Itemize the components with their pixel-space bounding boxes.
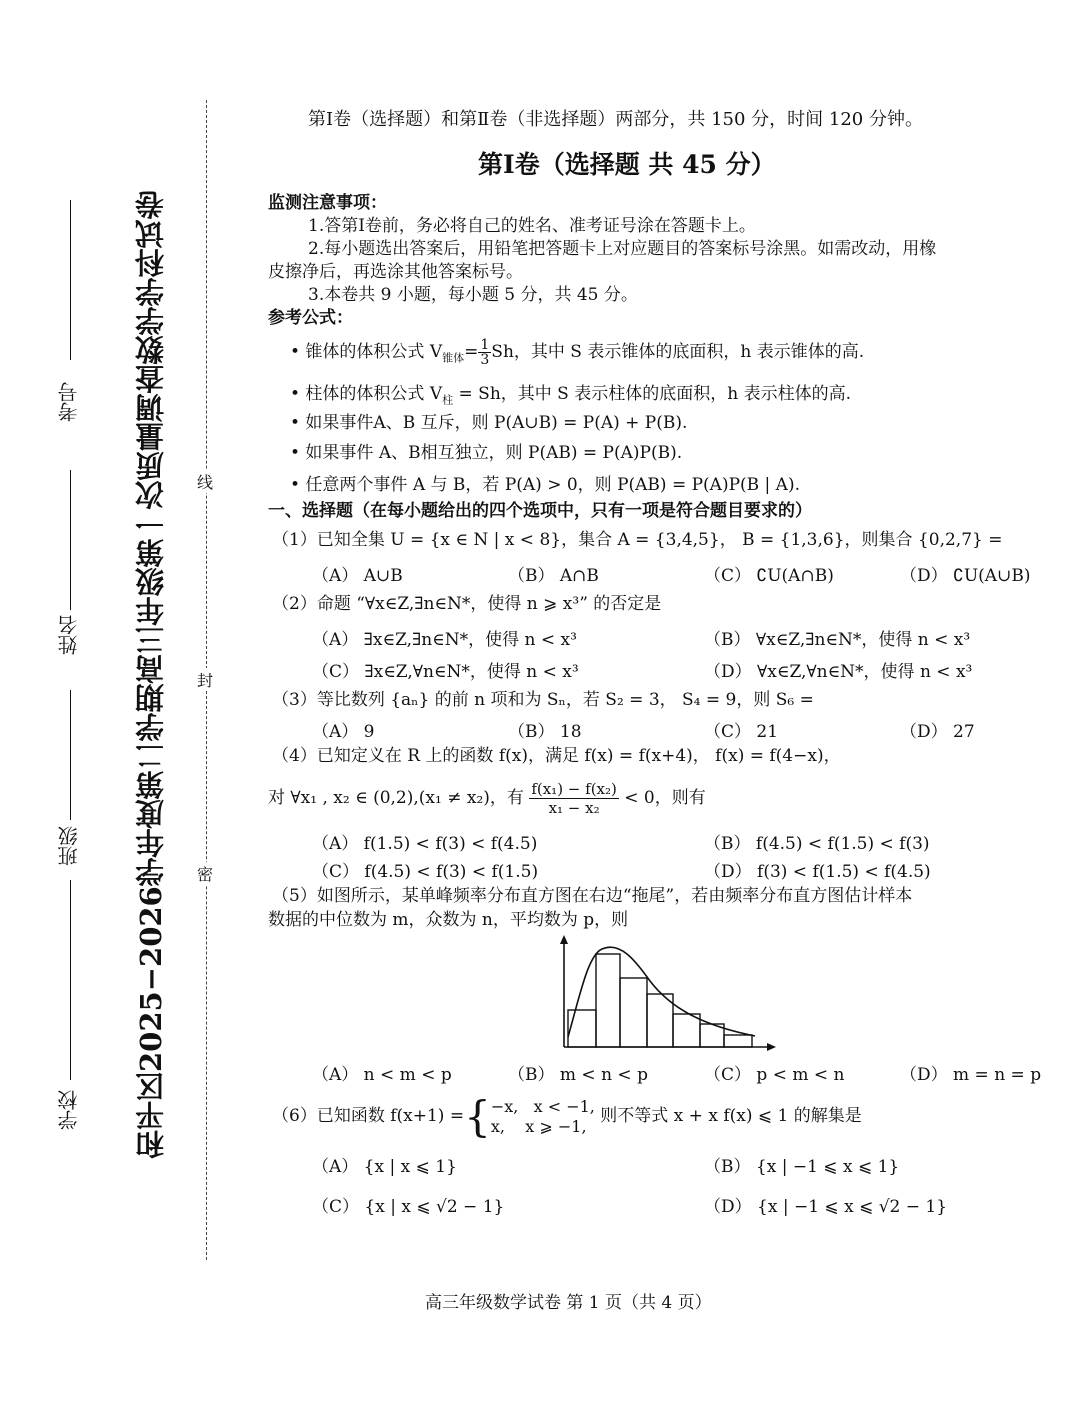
name-label: 姓名 [57, 615, 81, 655]
histogram-bar-5 [673, 1014, 700, 1047]
notice-item: 皮擦净后，再选涂其他答案标号。 [268, 262, 523, 282]
formula-cone-sub: 锥体 [442, 351, 465, 365]
y-axis-arrow [560, 935, 568, 944]
formula-cone [290, 332, 864, 378]
q1-option-d[interactable]: （D） ∁U(A∪B) [900, 566, 1031, 586]
q5-stem-line1: （5）如图所示，某单峰频率分布直方图在右边“拖尾”，若由频率分布直方图估计样本 [272, 886, 913, 906]
histogram-bar-1 [568, 1010, 596, 1047]
q1-stem: （1）已知全集 U = {x ∈ N | x < 8}，集合 A = {3,4,5}， B = {1,3,6}，则集合 {0,2,7} = [272, 530, 1003, 550]
notice-item: 1.答第Ⅰ卷前，务必将自己的姓名、准考证号涂在答题卡上。 [308, 216, 756, 236]
page-footer: 高三年级数学试卷 第 1 页（共 4 页） [425, 1293, 712, 1313]
q2-option-b[interactable]: （B） ∀x∈Z,∃n∈N*，使得 n < x³ [704, 630, 971, 650]
binding-strip [0, 0, 240, 1417]
q6-option-c[interactable]: （C） {x | x ⩽ √2 − 1} [312, 1197, 505, 1217]
q6-stem: （6）已知函数 f(x+1) ={−x, x < −1, x, x ⩾ −1, 则不等式 x + x f(x) ⩽ 1 的解集是 [272, 1091, 862, 1141]
notice-item: 3.本卷共 9 小题，每小题 5 分，共 45 分。 [308, 285, 638, 305]
q2-stem: （2）命题 “∀x∈Z,∃n∈N*，使得 n ⩾ x³” 的否定是 [272, 594, 662, 614]
histogram-bar-4 [647, 994, 673, 1047]
histogram-bar-7 [724, 1035, 752, 1047]
q2-option-d[interactable]: （D） ∀x∈Z,∀n∈N*，使得 n < x³ [704, 662, 973, 682]
formula-independent: • 如果事件 A、B相互独立，则 P(AB) = P(A)P(B). [290, 443, 683, 463]
q3-option-a[interactable]: （A） 9 [312, 722, 375, 742]
q3-option-d[interactable]: （D） 27 [900, 722, 975, 742]
q4-option-c[interactable]: （C） f(4.5) < f(3) < f(1.5) [312, 862, 539, 882]
q2-option-c[interactable]: （C） ∃x∈Z,∀n∈N*，使得 n < x³ [312, 662, 579, 682]
school-label: 学校 [57, 1090, 81, 1130]
q5-option-a[interactable]: （A） n < m < p [312, 1065, 452, 1085]
formulas-heading: 参考公式： [268, 308, 353, 328]
class-line[interactable] [70, 690, 71, 820]
formula-cone-pre: • 锥体的体积公式 V [290, 342, 443, 362]
school-line[interactable] [70, 880, 71, 1080]
formula-cone-post: Sh，其中 S 表示锥体的底面积，h 表示锥体的高. [491, 342, 865, 362]
q2-option-a[interactable]: （A） ∃x∈Z,∃n∈N*，使得 n < x³ [312, 630, 577, 650]
intro-line: 第Ⅰ卷（选择题）和第Ⅱ卷（非选择题）两部分，共 150 分，时间 120 分钟。 [308, 109, 923, 130]
histogram-bar-3 [620, 978, 647, 1047]
exam-number-line[interactable] [70, 200, 71, 360]
exam-number-label: 考号 [57, 382, 81, 422]
q6-option-d[interactable]: （D） {x | −1 ⩽ x ⩽ √2 − 1} [704, 1197, 948, 1217]
part1-heading: 一、选择题（在每小题给出的四个选项中，只有一项是符合题目要求的） [268, 501, 812, 521]
q6-option-a[interactable]: （A） {x | x ⩽ 1} [312, 1157, 457, 1177]
q3-stem: （3）等比数列 {aₙ} 的前 n 项和为 Sₙ，若 S₂ = 3， S₄ = 9，则 S₆ = [272, 690, 814, 710]
formula-prism: • 柱体的体积公式 $V_柱 = Sh$，其中 S 表示柱体的底面积，h 表示柱体的高. [290, 384, 851, 407]
seal-mark-secret: 密 [197, 862, 213, 885]
formula-cone-eq: = [464, 342, 479, 362]
formula-exclusive: • 如果事件A、B 互斥，则 P(A∪B) = P(A) + P(B). [290, 413, 688, 433]
seal-mark-line: 线 [197, 470, 213, 493]
seal-mark-seal: 封 [197, 668, 213, 691]
q3-option-b[interactable]: （B） 18 [508, 722, 582, 742]
q4-difference-quotient: $\frac{\text{f(x₁) − f(x₂)}}{\text{x₁ − x₂}}$ [531, 780, 617, 817]
piecewise-cases: −x, x < −1, x, x ⩾ −1, [490, 1096, 595, 1136]
q4-option-b[interactable]: （B） f(4.5) < f(1.5) < f(3) [704, 834, 930, 854]
name-line[interactable] [70, 470, 71, 610]
q1-option-b[interactable]: （B） A∩B [508, 566, 599, 586]
q1-option-a[interactable]: （A） A∪B [312, 566, 403, 586]
q4-stem: （4）已知定义在 R 上的函数 f(x)，满足 f(x) = f(x+4)， f(x) = f(4−x)， [272, 746, 841, 766]
q6-option-b[interactable]: （B） {x | −1 ⩽ x ⩽ 1} [704, 1157, 900, 1177]
q5-option-d[interactable]: （D） m = n = p [900, 1065, 1042, 1085]
section-title: 第Ⅰ卷（选择题 共 45 分） [478, 150, 776, 179]
q5-option-b[interactable]: （B） m < n < p [508, 1065, 648, 1085]
skewed-histogram [540, 935, 780, 1060]
notice-item: 2.每小题选出答案后，用铅笔把答题卡上对应题目的答案标号涂黑。如需改动，用橡 [308, 239, 937, 259]
one-third-fraction: $\frac{1}{3}$ [480, 337, 490, 368]
q1-option-c[interactable]: （C） ∁U(A∩B) [704, 566, 834, 586]
q3-option-c[interactable]: （C） 21 [704, 722, 779, 742]
piecewise-brace: { [464, 1091, 491, 1141]
x-axis-arrow [767, 1043, 776, 1051]
q4-condition: 对 ∀x₁ , x₂ ∈ (0,2),(x₁ ≠ x₂)，有 $\frac{\text{f(x₁) − f(x₂)}}{\text{x₁ − x₂}}$ < 0，则有 [268, 780, 706, 817]
q4-option-a[interactable]: （A） f(1.5) < f(3) < f(4.5) [312, 834, 538, 854]
q5-option-c[interactable]: （C） p < m < n [704, 1065, 845, 1085]
q5-stem-line2: 数据的中位数为 m，众数为 n，平均数为 p，则 [268, 910, 629, 930]
exam-title-vertical: 和平区2025−2026学年度第二学期高三年级第一次质量调查数学学科试卷 [134, 190, 168, 1160]
notice-heading: 监测注意事项： [268, 193, 387, 213]
histogram-bar-2 [596, 954, 620, 1047]
class-label: 班级 [57, 826, 81, 866]
formula-conditional: • 任意两个事件 A 与 B，若 P(A) > 0，则 P(AB) = P(A)P(B | A). [290, 475, 800, 495]
q4-option-d[interactable]: （D） f(3) < f(1.5) < f(4.5) [704, 862, 931, 882]
